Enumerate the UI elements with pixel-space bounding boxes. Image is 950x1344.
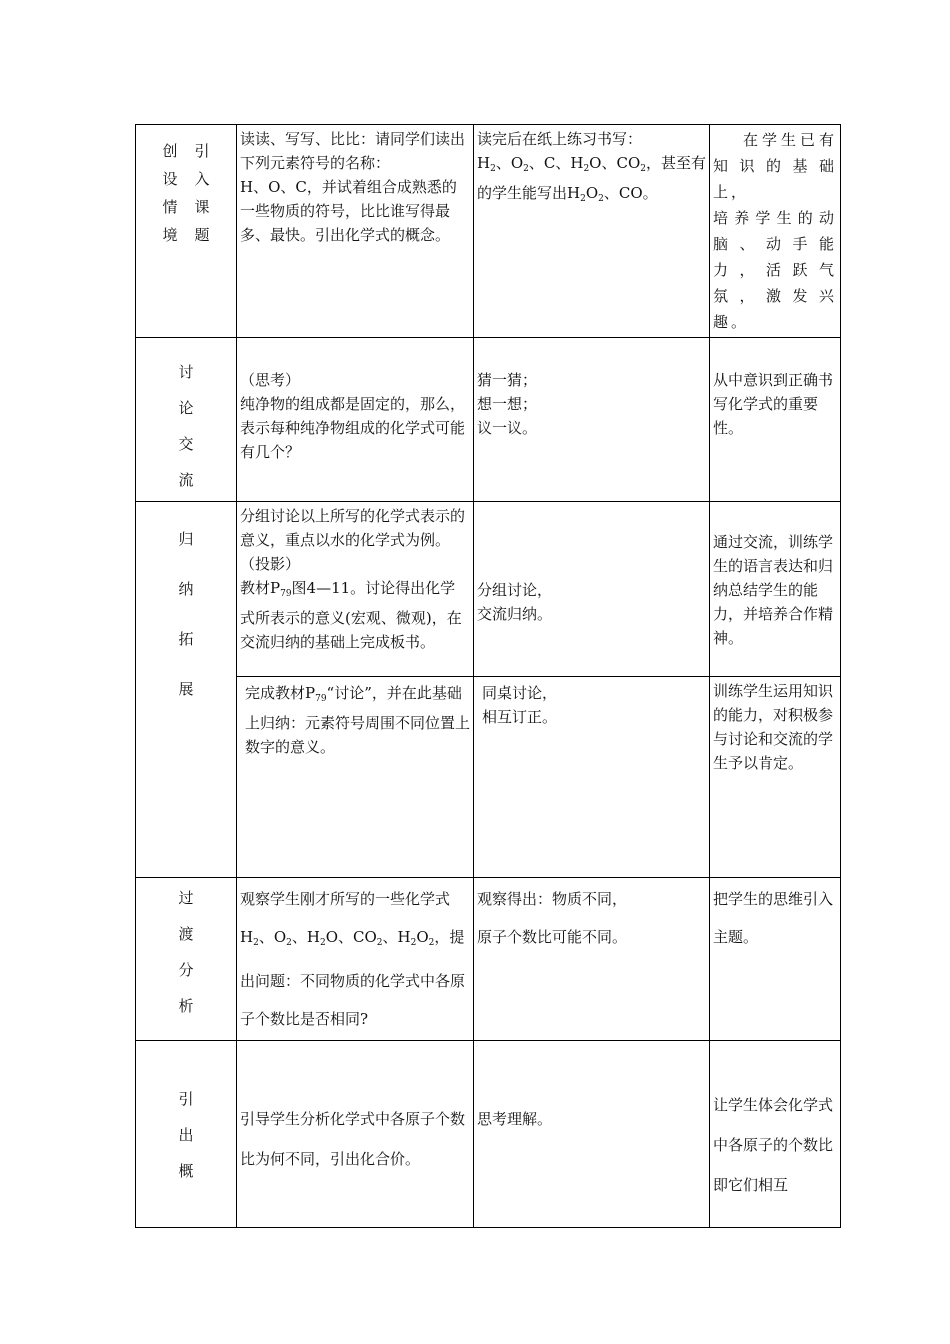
stage-label-grid xyxy=(154,139,218,247)
student-text: 相互订正。 xyxy=(482,708,558,726)
subscript: 2 xyxy=(580,194,586,204)
teacher-text xyxy=(245,681,470,759)
stage-char: 创 xyxy=(162,142,178,160)
stage-char: 交 xyxy=(178,435,194,453)
student-text: 猜一猜； xyxy=(477,371,538,389)
text-part: 、C、H xyxy=(528,154,584,172)
intent-text: 让学生体会化学式中各原子的个数比即它们相互 xyxy=(713,1096,834,1194)
subscript: 2 xyxy=(428,938,435,948)
text-part: O xyxy=(416,928,429,946)
teacher-text: （思考） xyxy=(240,371,301,389)
text-part: 、CO。 xyxy=(603,184,658,202)
student-text: 议一议。 xyxy=(477,419,538,437)
stage-char: 拓 xyxy=(178,630,194,648)
subscript: 2 xyxy=(376,938,383,948)
subscript: 2 xyxy=(410,938,417,948)
stage-char: 引 xyxy=(178,1090,194,1108)
student-activity-cell xyxy=(474,677,710,878)
subscript: 2 xyxy=(640,164,646,174)
teacher-activity-cell xyxy=(237,125,474,338)
student-text: 同桌讨论， xyxy=(482,684,558,702)
stage-char: 入 xyxy=(194,170,210,188)
teacher-activity-cell xyxy=(237,502,474,677)
subscript: 2 xyxy=(286,938,292,948)
student-activity-cell xyxy=(474,878,710,1041)
stage-char: 分 xyxy=(178,961,194,979)
stage-char: 境 xyxy=(162,226,178,244)
teacher-activity-cell xyxy=(237,878,474,1041)
stage-char: 析 xyxy=(178,997,194,1015)
design-intent-cell xyxy=(710,1041,841,1228)
stage-char: 题 xyxy=(194,226,210,244)
intent-text: 培养学生的动脑、动手能力，活跃气氛，激发兴趣。 xyxy=(713,209,837,331)
design-intent-cell xyxy=(710,677,841,878)
subscript: 2 xyxy=(490,164,496,174)
subscript: 2 xyxy=(319,938,326,948)
teacher-text: 纯净物的组成都是固定的，那么，表示每种纯净物组成的化学式可能有几个？ xyxy=(240,395,466,461)
teacher-text: H、O、C，并试着组合成熟悉的一些物质的符号，比比谁写得最多、最快。引出化学式的概念。 xyxy=(240,178,457,244)
stage-char: 论 xyxy=(178,399,194,417)
design-intent-cell xyxy=(710,125,841,338)
subscript: 2 xyxy=(583,164,590,174)
stage-cell xyxy=(136,338,237,502)
teacher-text: 分组讨论以上所写的化学式表示的意义，重点以水的化学式为例。（投影） xyxy=(240,507,466,573)
stage-char: 课 xyxy=(194,198,210,216)
intent-text: 把学生的思维引入主题。 xyxy=(713,890,834,946)
student-text: 思考理解。 xyxy=(477,1110,553,1128)
student-text: 观察得出：物质不同， xyxy=(477,890,628,908)
stage-char: 引 xyxy=(194,142,210,160)
subscript: 79 xyxy=(315,694,327,704)
text-part: 图4—11。讨论得出化学式所表示的意义(宏观、微观)，在交流归纳的基础上完成板书。 xyxy=(240,579,462,651)
student-activity-cell xyxy=(474,502,710,677)
intent-text: 在学生已有知识的基础上， xyxy=(713,131,837,201)
intent-text: 通过交流，训练学生的语言表达和归纳总结学生的能力，并培养合作精神。 xyxy=(713,533,834,647)
stage-cell xyxy=(136,1041,237,1228)
stage-cell xyxy=(136,125,237,338)
stage-char: 过 xyxy=(178,889,194,907)
text-part: 、H xyxy=(382,928,411,946)
text-part: ，提出问题：不同物质的化学式中各原子个数比是否相同? xyxy=(240,928,466,1028)
table-row xyxy=(136,502,841,677)
teacher-activity-cell xyxy=(237,338,474,502)
student-text: 想一想； xyxy=(477,395,538,413)
text-part: 、O xyxy=(495,154,524,172)
design-intent-cell xyxy=(710,502,841,677)
stage-char: 概 xyxy=(178,1162,194,1180)
stage-char: 纳 xyxy=(178,580,194,598)
teacher-text xyxy=(240,576,470,654)
stage-char: 归 xyxy=(178,530,194,548)
text-part: O、CO xyxy=(589,154,641,172)
table-row xyxy=(136,125,841,338)
student-activity-cell xyxy=(474,338,710,502)
text-part: O、CO xyxy=(325,928,377,946)
stage-char: 情 xyxy=(162,198,178,216)
table-row xyxy=(136,677,841,878)
stage-char: 渡 xyxy=(178,925,194,943)
subscript: 2 xyxy=(253,938,259,948)
teacher-text: 读读、写写、比比：请同学们读出下列元素符号的名称： xyxy=(240,130,466,172)
stage-cell xyxy=(136,502,237,878)
text-part: 、O xyxy=(258,928,287,946)
teacher-text: 引导学生分析化学式中各原子个数比为何不同，引出化合价。 xyxy=(240,1110,466,1168)
table-row xyxy=(136,878,841,1041)
text-part: H xyxy=(477,154,491,172)
design-intent-cell xyxy=(710,338,841,502)
text-part: O xyxy=(585,184,599,202)
subscript: 2 xyxy=(523,164,529,174)
teacher-activity-cell xyxy=(237,1041,474,1228)
intent-text: 从中意识到正确书写化学式的重要性。 xyxy=(713,371,834,437)
subscript: 2 xyxy=(598,194,604,204)
text-part: 、H xyxy=(291,928,320,946)
stage-char: 设 xyxy=(162,170,178,188)
stage-cell xyxy=(136,878,237,1041)
text-part: ，甚至有的学生能写出H xyxy=(477,154,706,202)
subscript: 79 xyxy=(280,589,292,599)
student-activity-cell xyxy=(474,125,710,338)
text-part: 教材P xyxy=(240,579,281,597)
text-part: 观察学生刚才所写的一些化学式H xyxy=(240,890,451,946)
stage-char: 流 xyxy=(178,471,194,489)
text-part: 完成教材P xyxy=(245,684,316,702)
text-part: “讨论”，并在此基础上归纳：元素符号周围不同位置上数字的意义。 xyxy=(245,684,471,756)
student-text: 分组讨论， xyxy=(477,581,553,599)
teacher-text xyxy=(240,880,470,1038)
stage-char: 讨 xyxy=(178,363,194,381)
student-activity-cell xyxy=(474,1041,710,1228)
lesson-plan-table xyxy=(135,124,841,1228)
student-text: 读完后在纸上练习书写： xyxy=(477,130,643,148)
stage-char: 展 xyxy=(178,680,194,698)
design-intent-cell xyxy=(710,878,841,1041)
table-row xyxy=(136,338,841,502)
student-text: 原子个数比可能不同。 xyxy=(477,928,628,946)
student-formula-text xyxy=(477,151,706,211)
intent-text: 训练学生运用知识的能力，对积极参与讨论和交流的学生予以肯定。 xyxy=(713,682,834,772)
student-text: 交流归纳。 xyxy=(477,605,553,623)
teacher-activity-cell xyxy=(237,677,474,878)
table-row xyxy=(136,1041,841,1228)
stage-char: 出 xyxy=(178,1126,194,1144)
